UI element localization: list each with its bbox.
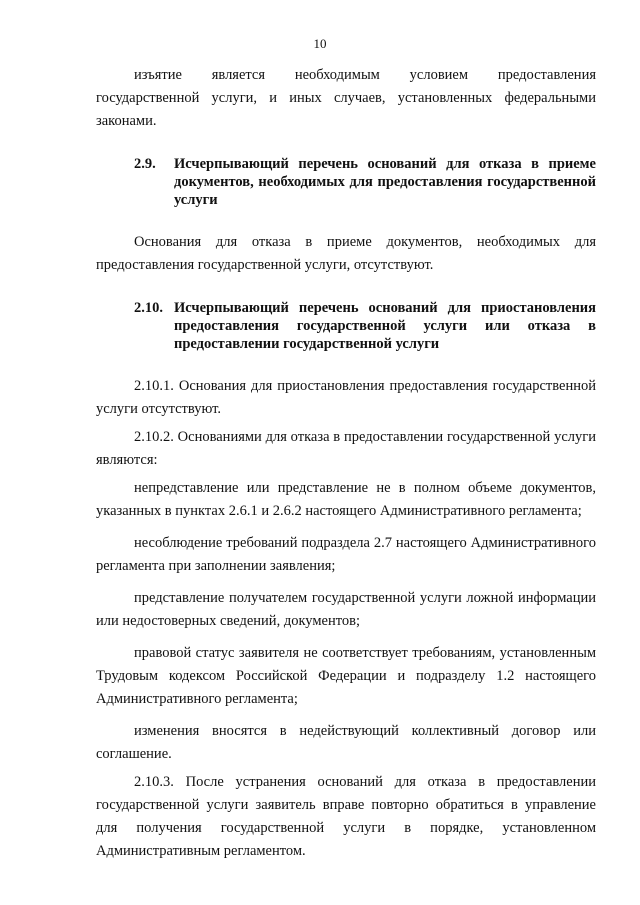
list-item: непредставление или представление не в полном объеме документов, указанных в пунктах 2.6.1 и 2.6.2 настоящего Административного регламента; xyxy=(96,480,596,519)
section-heading-2-10 xyxy=(96,299,596,353)
section-number-2-9: 2.9. xyxy=(134,156,156,172)
list-item: представление получателем государственной услуги ложной информации или недостоверных сведений, документов; xyxy=(96,590,596,629)
list-item: несоблюдение требований подраздела 2.7 настоящего Административного регламента при заполнении заявления; xyxy=(96,535,596,574)
list-item: изменения вносятся в недействующий коллективный договор или соглашение. xyxy=(96,723,596,762)
paragraph-2-10-3: 2.10.3. После устранения оснований для отказа в предоставлении государственной услуги заявитель вправе повторно обратиться в управление для получения государственной услуги в порядке, установленном Административным регламентом. xyxy=(96,774,596,859)
section-title-2-10: Исчерпывающий перечень оснований для приостановления предоставления государственной услуги или отказа в предоставлении государственной услуги xyxy=(174,300,596,352)
paragraph-2-10-2: 2.10.2. Основаниями для отказа в предоставлении государственной услуги являются: xyxy=(96,429,596,468)
section-heading-2-9 xyxy=(96,155,596,209)
document-body xyxy=(96,64,596,863)
paragraph-2-10-1: 2.10.1. Основания для приостановления предоставления государственной услуги отсутствуют. xyxy=(96,378,596,417)
list-item: правовой статус заявителя не соответствует требованиям, установленным Трудовым кодексом Российской Федерации и подразделу 1.2 настоящего Административного регламента; xyxy=(96,645,596,707)
section-title-2-9: Исчерпывающий перечень оснований для отказа в приеме документов, необходимых для предоставления государственной услуги xyxy=(174,156,596,208)
section-number-2-10: 2.10. xyxy=(134,300,163,316)
paragraph-2-9: Основания для отказа в приеме документов, необходимых для предоставления государственной услуги, отсутствуют. xyxy=(96,234,596,273)
page-number: 10 xyxy=(313,36,327,51)
paragraph-intro: изъятие является необходимым условием предоставления государственной услуги, и иных случаев, установленных федеральными законами. xyxy=(96,67,596,129)
